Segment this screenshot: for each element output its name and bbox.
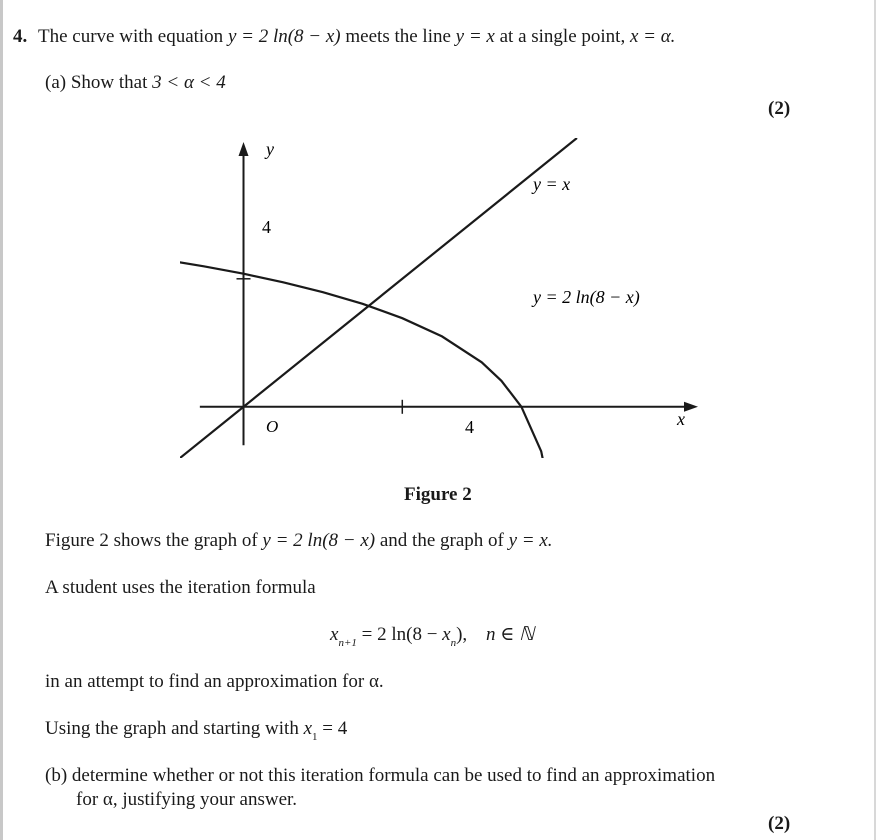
description-pre: Figure 2 shows the graph of: [45, 530, 258, 551]
start-text: [45, 718, 347, 742]
curve-y-equals-2ln-8-minus-x: [180, 243, 553, 458]
part-b-text-2: for α, justifying your answer.: [76, 789, 298, 810]
start-x: x: [303, 718, 313, 739]
figure-caption: Figure 2: [404, 484, 472, 505]
description-line-equation: y = x.: [508, 530, 553, 551]
origin-label: O: [266, 417, 279, 436]
formula-x-n: x: [442, 624, 451, 645]
question-stem-pre: The curve with equation: [38, 26, 224, 47]
question-stem-post: at a single point,: [499, 26, 626, 47]
y-tick-label: 4: [262, 217, 271, 237]
attempt-text: in an attempt to find an approximation for α.: [45, 671, 384, 692]
description-curve-equation: y = 2 ln(8 − x): [262, 530, 376, 551]
start-subscript-1: 1: [312, 731, 318, 743]
part-a-text: Show that: [70, 72, 148, 93]
start-text-post: = 4: [317, 718, 348, 739]
formula-rhs-post: ),: [456, 624, 468, 645]
question-curve-equation: y = 2 ln(8 − x): [227, 26, 341, 47]
part-b-marks: (2): [768, 813, 791, 834]
question-line-equation: y = x: [455, 26, 495, 47]
part-a: [45, 72, 226, 94]
question-point-equation: x = α.: [629, 26, 676, 47]
figure-description: [45, 530, 553, 552]
x-axis-arrowhead: [684, 402, 698, 412]
line-y-equals-x: [180, 138, 577, 458]
part-a-marks: (2): [768, 98, 791, 119]
iteration-formula: [330, 624, 534, 648]
question-stem-mid: meets the line: [345, 26, 451, 47]
description-mid: and the graph of: [379, 530, 504, 551]
part-b-label: (b): [45, 765, 68, 786]
formula-domain: n ∈ ℕ: [485, 624, 535, 645]
start-text-pre: Using the graph and starting with: [45, 718, 299, 739]
formula-subscript-n-plus-1: n+1: [338, 637, 357, 649]
x-tick-label: 4: [465, 417, 474, 437]
part-a-label: (a): [45, 72, 67, 93]
line-label: y = x: [533, 174, 571, 194]
question-stem: [13, 26, 675, 48]
formula-rhs-pre: = 2 ln(8 −: [356, 624, 443, 645]
y-axis-label: y: [266, 139, 274, 159]
question-number: 4.: [13, 26, 28, 47]
y-axis-arrowhead: [239, 142, 249, 156]
formula-x-next: x: [330, 624, 339, 645]
part-b-line-1: [45, 765, 715, 787]
x-axis-label: x: [677, 409, 685, 429]
curve-label: y = 2 ln(8 − x): [533, 287, 640, 307]
part-b-text-1: determine whether or not this iteration formula can be used to find an approximation: [71, 765, 716, 786]
formula-subscript-n: n: [450, 637, 457, 649]
part-a-inequality: 3 < α < 4: [152, 72, 226, 93]
student-text: A student uses the iteration formula: [45, 577, 316, 598]
figure-2-graph: [180, 138, 700, 458]
page-left-border: [0, 0, 3, 840]
